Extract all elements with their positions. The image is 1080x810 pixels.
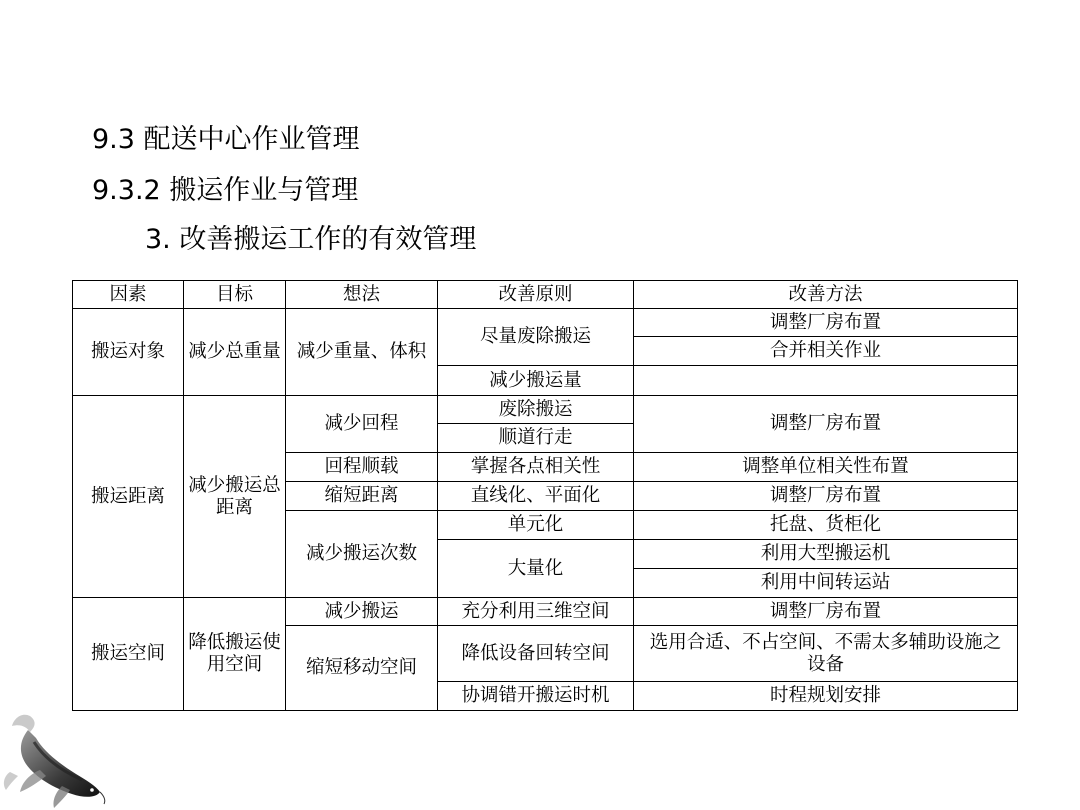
improvement-table (72, 280, 1018, 711)
cell-factor: 搬运距离 (73, 396, 184, 598)
header-idea: 想法 (286, 281, 438, 309)
cell-principle: 掌握各点相关性 (438, 453, 634, 482)
cell-idea: 减少搬运 (286, 598, 438, 626)
koi-fish-icon (0, 712, 110, 810)
cell-goal: 减少总重量 (184, 309, 286, 396)
cell-method: 调整单位相关性布置 (634, 453, 1018, 482)
header-factor: 因素 (73, 281, 184, 309)
cell-principle: 减少搬运量 (438, 366, 634, 396)
cell-principle: 单元化 (438, 511, 634, 540)
cell-method: 时程规划安排 (634, 682, 1018, 711)
cell-method: 利用中间转运站 (634, 569, 1018, 598)
cell-method: 选用合适、不占空间、不需太多辅助设施之设备 (634, 626, 1018, 682)
cell-method: 托盘、货柜化 (634, 511, 1018, 540)
cell-goal: 降低搬运使用空间 (184, 598, 286, 711)
section-heading: 9.3 配送中心作业管理 (92, 124, 360, 155)
table-row (73, 309, 1018, 337)
cell-method: 调整厂房布置 (634, 396, 1018, 453)
header-method: 改善方法 (634, 281, 1018, 309)
cell-idea: 缩短移动空间 (286, 626, 438, 711)
topic-heading: 3. 改善搬运工作的有效管理 (145, 224, 477, 255)
cell-goal: 减少搬运总距离 (184, 396, 286, 598)
cell-method: 合并相关作业 (634, 337, 1018, 366)
cell-principle: 废除搬运 (438, 396, 634, 424)
header-goal: 目标 (184, 281, 286, 309)
cell-idea: 减少搬运次数 (286, 511, 438, 598)
cell-idea: 减少回程 (286, 396, 438, 453)
header-principle: 改善原则 (438, 281, 634, 309)
cell-principle: 顺道行走 (438, 424, 634, 453)
cell-principle: 尽量废除搬运 (438, 309, 634, 366)
cell-factor: 搬运空间 (73, 598, 184, 711)
cell-idea: 减少重量、体积 (286, 309, 438, 396)
cell-principle: 直线化、平面化 (438, 482, 634, 511)
cell-method: 调整厂房布置 (634, 482, 1018, 511)
cell-principle: 充分利用三维空间 (438, 598, 634, 626)
cell-principle: 降低设备回转空间 (438, 626, 634, 682)
cell-method (634, 366, 1018, 396)
cell-method: 利用大型搬运机 (634, 540, 1018, 569)
table-header-row (73, 281, 1018, 309)
subsection-heading: 9.3.2 搬运作业与管理 (92, 175, 359, 206)
cell-method: 调整厂房布置 (634, 598, 1018, 626)
cell-principle: 大量化 (438, 540, 634, 598)
cell-principle: 协调错开搬运时机 (438, 682, 634, 711)
cell-factor: 搬运对象 (73, 309, 184, 396)
cell-method: 调整厂房布置 (634, 309, 1018, 337)
table-row (73, 396, 1018, 424)
cell-idea: 回程顺载 (286, 453, 438, 482)
cell-idea: 缩短距离 (286, 482, 438, 511)
table-row (73, 598, 1018, 626)
